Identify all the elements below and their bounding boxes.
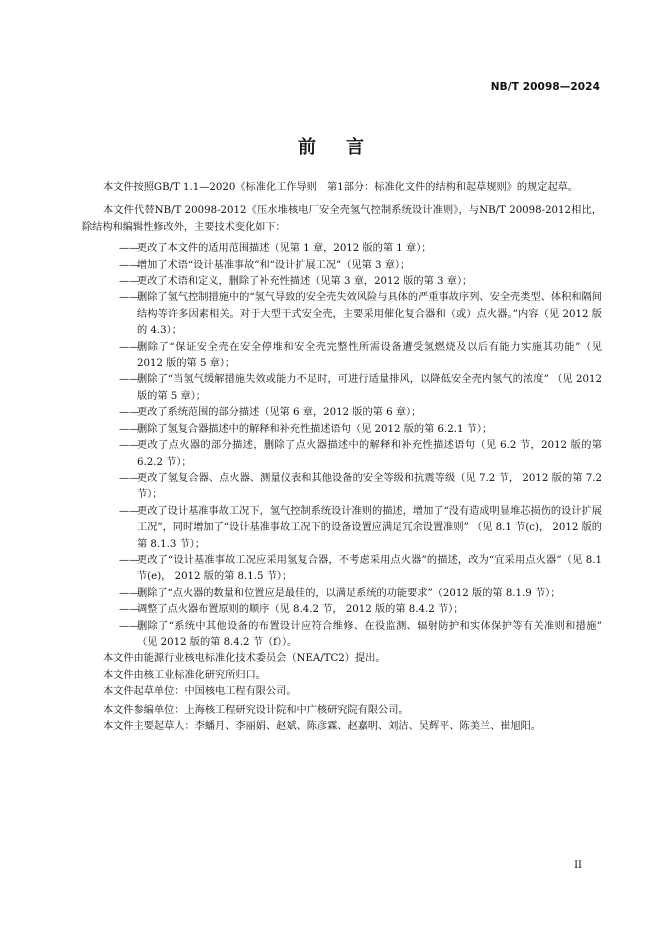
list-item-text: 更改了系统范围的部分描述（见第 6 章，2012 版的第 6 章）； xyxy=(137,407,422,419)
list-dash: —— xyxy=(119,440,140,452)
list-item xyxy=(82,258,602,274)
drafting-unit-line: 本文件起草单位：中国核电工程有限公司。 xyxy=(103,686,297,698)
participating-unit-line: 本文件参编单位：上海核工程研究设计院和中广核研究院有限公司。 xyxy=(103,704,409,716)
intro-paragraph-2: 本文件代替NB/T 20098-2012《压水堆核电厂安全壳氢气控制系统设计准则》，与NB/T 20098-2012相比，除结构和编辑性修改外，主要技术变化如下： xyxy=(82,205,602,233)
page-number: II xyxy=(574,860,582,871)
list-item-text: 增加了术语“设计基准事故”和“设计扩展工况”（见第 3 章）； xyxy=(137,259,411,271)
list-item xyxy=(82,241,602,257)
list-item-text: 删除了“系统中其他设备的布置设计应符合维修、在役监测、辐射防护和实体保护等有关准则和措施” （见 2012 版的第 8.4.2 节（f））。 xyxy=(137,620,602,648)
page-title xyxy=(0,133,662,159)
list-dash: —— xyxy=(119,620,140,632)
changes-list xyxy=(82,241,602,651)
list-item xyxy=(82,586,602,602)
list-item-text: 更改了术语和定义，删除了补充性描述（见第 3 章，2012 版的第 3 章）； xyxy=(137,276,473,288)
list-item-text: 更改了氢复合器、点火器、测量仪表和其他设备的安全等级和抗震等级（见 7.2 节， 2012 版的第 7.2 节）； xyxy=(137,472,602,501)
list-dash: —— xyxy=(119,292,140,304)
list-dash: —— xyxy=(119,604,140,616)
closing-section xyxy=(82,651,602,735)
list-item-text: 更改了点火器的部分描述，删除了点火器描述中的解释和补充性描述语句（见 6.2 节，2012 版的第 6.2.2 节）； xyxy=(137,440,602,468)
list-item-text: 更改了设计基准事故工况下，氢气控制系统设计准则的描述，增加了“没有造成明显堆芯损伤的设计扩展工况”，同时增加了“设计基准事故工况下的设备设置应满足冗余设置准则” （见 8.1 节(c)， 2012 版的第 8.1.3 节）； xyxy=(137,505,602,550)
list-item xyxy=(82,602,602,618)
list-item xyxy=(82,619,602,652)
list-dash: —— xyxy=(119,374,140,386)
list-item xyxy=(82,290,602,339)
list-item xyxy=(82,372,602,405)
list-item-text: 更改了本文件的适用范围描述（见第 1 章，2012 版的第 1 章）； xyxy=(137,243,432,255)
proposer-line: 本文件由能源行业核电标准化技术委员会（NEA/TC2）提出。 xyxy=(103,653,386,665)
list-dash: —— xyxy=(119,407,140,419)
list-dash: —— xyxy=(119,472,140,484)
list-dash: —— xyxy=(119,423,140,435)
foreword-body xyxy=(82,180,602,735)
list-item xyxy=(82,553,602,586)
list-item xyxy=(82,405,602,421)
title-char-1: 前 xyxy=(298,137,316,158)
list-item xyxy=(82,471,602,504)
list-dash: —— xyxy=(119,505,140,517)
list-dash: —— xyxy=(119,243,140,255)
list-item-text: 删除了氢气控制措施中的“氢气导致的安全壳失效风险与具体的严重事故序列、安全壳类型、体积和隔间结构等许多因素相关。对于大型干式安全壳，主要采用催化复合器和（或）点火器。”内容（见 2012 版的 4.3）； xyxy=(137,292,602,337)
title-char-2: 言 xyxy=(346,137,364,158)
intro-paragraph-1: 本文件按照GB/T 1.1—2020《标准化工作导则 第1部分：标准化文件的结构和起草规则》的规定起草。 xyxy=(103,182,579,193)
list-item xyxy=(82,274,602,290)
list-item-text: 删除了氢复合器描述中的解释和补充性描述语句（见 2012 版的第 6.2.1 节）； xyxy=(137,423,493,435)
list-item xyxy=(82,504,602,553)
standard-code-header: NB/T 20098—2024 xyxy=(490,81,600,93)
list-dash: —— xyxy=(119,587,140,599)
list-item-text: 调整了点火器布置原则的顺序（见 8.4.2 节， 2012 版的第 8.4.2 节）； xyxy=(137,604,464,616)
list-dash: —— xyxy=(119,341,140,353)
list-item xyxy=(82,340,602,373)
main-drafters-line: 本文件主要起草人：李蟠月、李丽娟、赵斌、陈彦霖、赵嘉明、刘洁、吴辉平、陈美兰、崔旭阳。 xyxy=(103,721,542,732)
list-dash: —— xyxy=(119,259,140,271)
list-item xyxy=(82,438,602,471)
list-item-text: 删除了“点火器的数量和位置应是最佳的，以满足系统的功能要求”（2012 版的第 8.1.9 节）； xyxy=(137,587,561,599)
list-dash: —— xyxy=(119,276,140,288)
list-item-text: 删除了“保证安全壳在安全停堆和安全壳完整性所需设备遭受氢燃烧及以后有能力实施其功能”（见 2012 版的第 5 章）； xyxy=(137,341,602,370)
list-item-text: 更改了“设计基准事故工况应采用氢复合器，不考虑采用点火器”的描述，改为“宜采用点火器”（见 8.1 节(e)， 2012 版的第 8.1.5 节）； xyxy=(137,554,602,583)
list-item-text: 删除了“当氢气缓解措施失效或能力不足时，可进行适量排风，以降低安全壳内氢气的浓度” （见 2012 版的第 5 章）； xyxy=(137,374,602,402)
list-dash: —— xyxy=(119,554,140,566)
list-item xyxy=(82,422,602,438)
administrator-line: 本文件由核工业标准化研究所归口。 xyxy=(103,669,266,681)
